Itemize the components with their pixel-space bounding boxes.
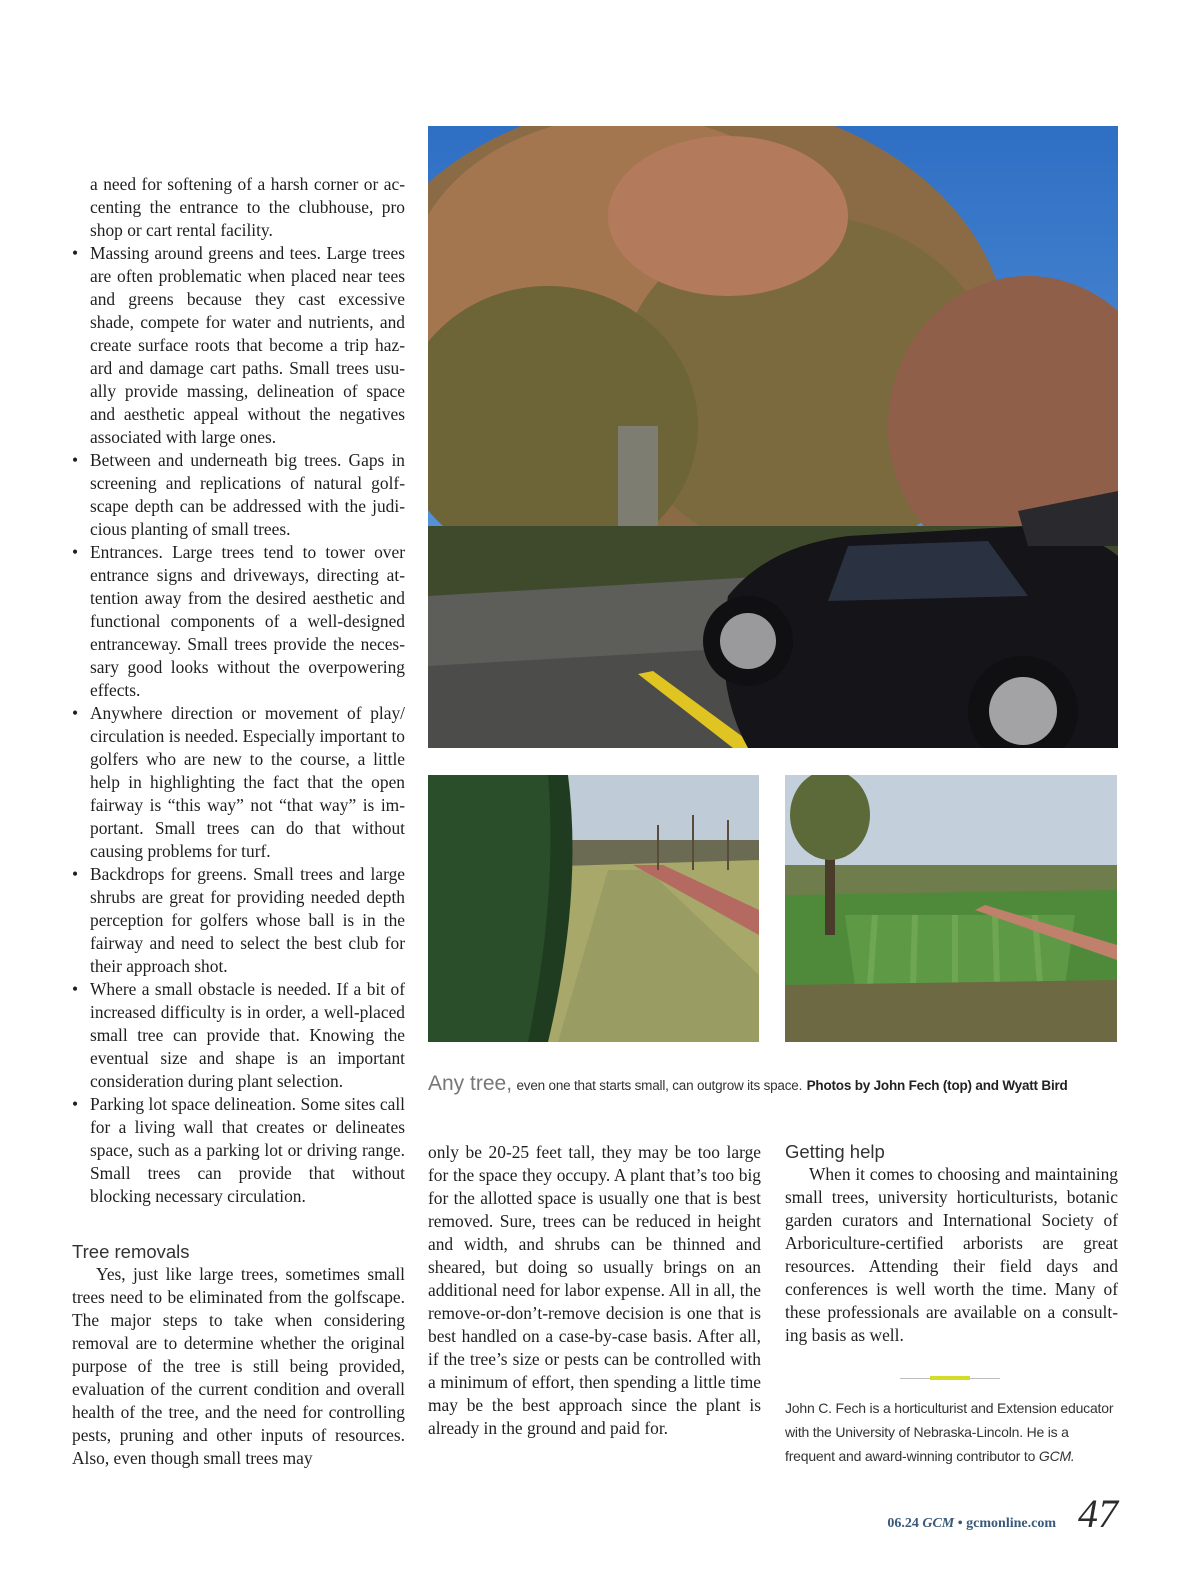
footer-magazine: GCM <box>922 1516 955 1531</box>
photo-fairway-cart-path <box>428 775 759 1042</box>
article-column-3 <box>785 1141 1118 1347</box>
article-column-1 <box>72 173 405 1470</box>
caption-lead: Any tree, <box>428 1072 513 1095</box>
author-bio <box>785 1396 1120 1468</box>
photo-caption <box>428 1072 1128 1096</box>
bullet-item: • Entrances. Large trees tend to tower over entrance signs and driveways, directing attention away from the desired aesthetic and functional components of a well-designed entranceway. Small trees provide the necessary good looks without the overpowering effects. <box>72 541 405 702</box>
issue-date: 06.24 <box>887 1516 919 1531</box>
bullet-item: • Massing around greens and tees. Large trees are often problematic when placed near tees and greens because they cast excessive shade, compete for water and nutrients, and create surface roots that become a trip hazard and damage cart paths. Small trees usually provide massing, delineation of space and aesthetic appeal without the negatives associated with large ones. <box>72 242 405 449</box>
footer-separator: • <box>957 1516 963 1531</box>
author-bio-text: John C. Fech is a horticulturist and Extension educator with the University of Nebraska-Lincoln. He is a frequent and award-winning contributor to <box>785 1400 1114 1464</box>
magazine-name: GCM. <box>1038 1448 1075 1464</box>
bullet-item: • Backdrops for greens. Small trees and large shrubs are great for providing needed depth perception for golfers whose ball is in the fairway and need to select the best club for their approach shot. <box>72 863 405 978</box>
body-paragraph: only be 20-25 feet tall, they may be too large for the space they occupy. A plant that’s too big for the allotted space is usually one that is best removed. Sure, trees can be reduced in height and width, and shrubs can be thinned and sheared, but doing so usually brings on an additional need for labor expense. All in all, the remove-or-don’t-remove decision is one that is best handled on a case-by-case basis. After all, if the tree’s size or pests can be controlled with a minimum of effort, then spending a little time may be the best approach since the plant is already in the ground and paid for. <box>428 1142 761 1438</box>
bio-divider <box>900 1376 1000 1380</box>
photo-tree-parking-lot <box>428 126 1118 748</box>
page-number: 47 <box>1078 1491 1118 1536</box>
bullet-item: • Between and underneath big trees. Gaps in screening and replications of natural golfscape depth can be addressed with the judicious planting of small trees. <box>72 449 405 541</box>
subhead-getting-help: Getting help <box>785 1141 885 1162</box>
subhead-tree-removals: Tree removals <box>72 1241 190 1262</box>
bullet-item: • Parking lot space delineation. Some sites call for a living wall that creates or delineates space, such as a parking lot or driving range. Small trees can provide that without blocking necessary circulation. <box>72 1093 405 1208</box>
photo-green-with-trees <box>785 775 1117 1042</box>
article-column-2 <box>428 1141 761 1440</box>
bullet-list <box>72 242 405 1208</box>
body-paragraph: When it comes to choosing and maintaining small trees, university horticulturists, botanic garden curators and International Society of Arboriculture-certified arborists are great resources. Attending their field days and conferences is well worth the time. Many of these professionals are available on a consulting basis as well. <box>785 1164 1118 1345</box>
bullet-item: • Anywhere direction or movement of play/ circulation is needed. Especially important to golfers who are new to the course, a little help in highlighting the fact that the open fairway is “this way” not “that way” is important. Small trees can do that without causing problems for turf. <box>72 702 405 863</box>
lead-continuation: a need for softening of a harsh corner or accenting the entrance to the clubhouse, pro shop or cart rental facility. <box>90 174 405 240</box>
body-paragraph: Yes, just like large trees, sometimes small trees need to be eliminated from the golfscape. The major steps to take when considering removal are to determine whether the original purpose of the tree is still being provided, evaluation of the current condition and overall health of the tree, and the need for controlling pests, pruning and other inputs of resources. Also, even though small trees may <box>72 1264 405 1468</box>
caption-body: even one that starts small, can outgrow its space. <box>516 1078 803 1093</box>
photo-credit: Photos by John Fech (top) and Wyatt Bird <box>806 1078 1068 1093</box>
bullet-item: • Where a small obstacle is needed. If a bit of increased difficulty is in order, a well-placed small tree can provide that. Knowing the eventual size and shape is an important consideration during plant selection. <box>72 978 405 1093</box>
issue-line <box>887 1516 1056 1532</box>
page-footer <box>887 1490 1118 1537</box>
website-link[interactable]: gcmonline.com <box>966 1516 1056 1531</box>
